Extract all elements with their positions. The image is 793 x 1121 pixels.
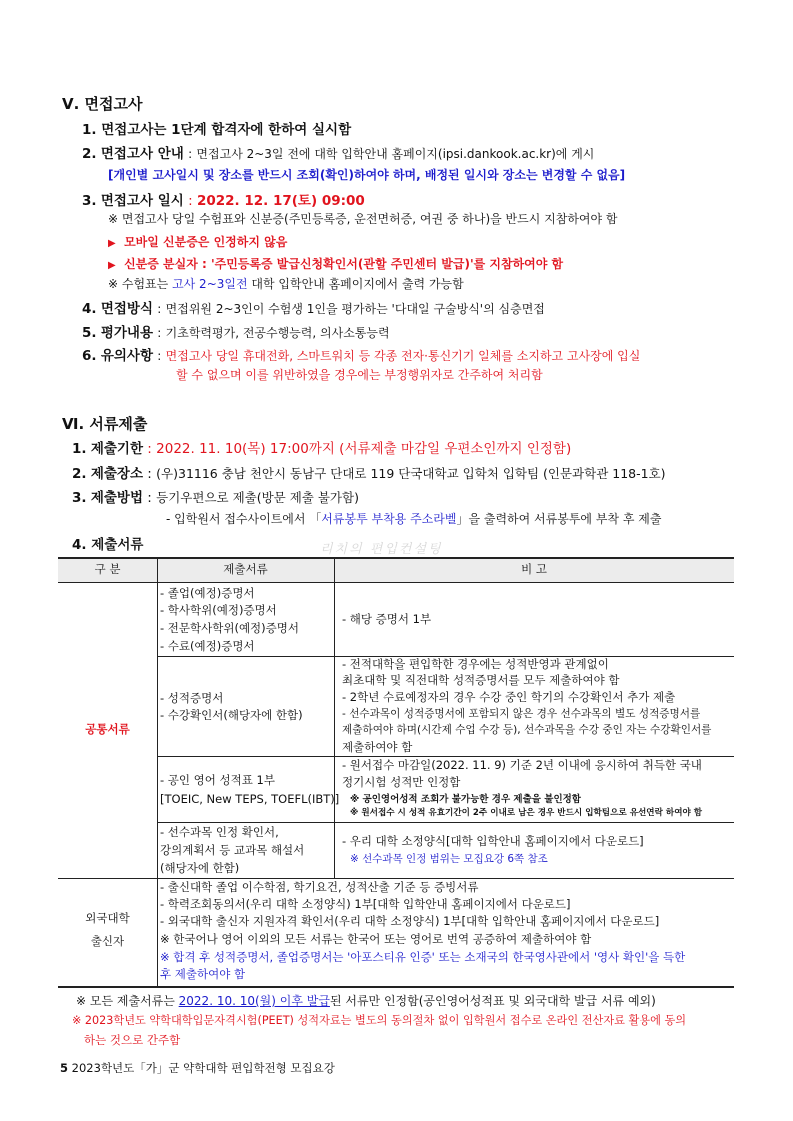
r2-doc: - 수강확인서(해당자에 한함) <box>160 708 303 722</box>
note-highlight: 2022. 10. 10(월) 이후 발급 <box>178 994 330 1008</box>
s5-item3-note2 <box>108 233 287 250</box>
item-label: 제출장소 <box>90 466 143 482</box>
r4-blue-note: ※ 선수과목 인정 범위는 모집요강 6쪽 참조 <box>350 853 548 865</box>
r4-doc: (해당자에 한함) <box>160 861 240 875</box>
item-colon: : <box>157 302 162 316</box>
table-header-documents: 제출서류 <box>223 562 268 576</box>
item-number: 2. <box>82 146 97 162</box>
item-text: (우)31116 충남 천안시 동남구 단대로 119 단국대학교 입학처 입학팀 (인문과학관 118-1호) <box>156 466 666 481</box>
group-common: 공통서류 <box>85 722 130 736</box>
item-colon: : <box>188 147 193 161</box>
s5-item3 <box>82 189 365 209</box>
note-text: 신분증 분실자 : '주민등록증 발급신청확인서(관할 주민센터 발급)'를 지참하여야 함 <box>124 257 564 271</box>
sub-text: 」을 출력하여 서류봉투에 부착 후 제출 <box>456 512 662 526</box>
item-label: 제출방법 <box>90 490 143 506</box>
item-colon: : <box>147 466 152 482</box>
note-peet: ※ 2023학년도 약학대학입문자격시험(PEET) 성적자료는 별도의 동의절차 없이 입학원서 접수로 온라인 전산자료 활용에 동의 <box>72 1014 687 1027</box>
r2-note: 최초대학 및 직전대학 성적증명서를 모두 제출하여야 함 <box>342 673 620 687</box>
item-colon: : <box>188 193 193 209</box>
r3-bold-note: ※ 원서접수 시 성적 유효기간이 2주 이내로 남은 경우 반드시 입학팀으로 유선연락 하여야 함 <box>350 808 703 818</box>
s5-item3-note1: ※ 면접고사 당일 수험표와 신분증(주민등록증, 운전면허증, 여권 중 하나)을 반드시 지참하여야 함 <box>108 212 618 226</box>
s6-item3 <box>72 486 359 506</box>
r2-note: - 2학년 수료예정자의 경우 수강 중인 학기의 수강확인서 추가 제출 <box>342 690 676 704</box>
note-issue-date <box>76 992 656 1009</box>
item-label: 면접방식 <box>100 301 153 317</box>
s5-item6-cont: 할 수 없으며 이를 위반하였을 경우에는 부정행위자로 간주하여 처리함 <box>176 368 543 382</box>
item-number: 6. <box>82 348 97 364</box>
r1-doc: - 수료(예정)증명서 <box>160 639 255 653</box>
table-header-remarks: 비 고 <box>521 562 547 576</box>
r1-doc: - 전문학사학위(예정)증명서 <box>160 621 299 635</box>
s6-item4 <box>72 533 143 553</box>
item-text: 면접고사 당일 휴대전화, 스마트워치 등 각종 전자·통신기기 일체를 소지하고 고사장에 입실 <box>165 349 641 363</box>
s6-item3-sub <box>166 510 661 527</box>
item-number: 1. <box>72 441 87 457</box>
item-label: 면접고사 안내 <box>100 146 184 162</box>
note-text: 된 서류만 인정함(공인영어성적표 및 외국대학 발급 서류 예외) <box>329 994 656 1008</box>
r2-note: 제출하여야 함 <box>342 740 413 754</box>
label-highlight: 서류봉투 부착용 주소라벨 <box>321 512 457 526</box>
r5-line: ※ 한국어나 영어 이외의 모든 서류는 한국어 또는 영어로 번역 공증하여 제출하여야 함 <box>160 932 592 946</box>
s6-item2 <box>72 462 666 482</box>
r2-doc: - 성적증명서 <box>160 691 224 705</box>
s5-item2 <box>82 142 594 162</box>
s5-item6 <box>82 344 640 364</box>
item-text: 면접고사 2~3일 전에 대학 입학안내 홈페이지(ipsi.dankook.ac.kr)에 게시 <box>196 147 595 161</box>
item-text: 2022. 11. 10(목) 17:00까지 (서류제출 마감일 우편소인까지 인정함) <box>156 441 572 457</box>
s5-item5 <box>82 321 390 341</box>
page-number: 5 <box>60 1061 69 1075</box>
s5-item4 <box>82 297 545 317</box>
footer-text: 2023학년도「가」군 약학대학 편입학전형 모집요강 <box>71 1061 335 1075</box>
table-border <box>58 582 734 583</box>
r5-line: - 학력조회동의서(우리 대학 소정양식) 1부[대학 입학안내 홈페이지에서 다운로드] <box>160 897 571 911</box>
r2-note: 제출하여야 하며(시간제 수업 수강 등), 선수과목을 수강 중인 자는 수강확인서를 <box>342 724 712 736</box>
item-label: 제출기한 <box>90 441 143 457</box>
group-foreign-b: 출신자 <box>90 934 125 948</box>
r5-line: - 출신대학 졸업 이수학점, 학기요건, 성적산출 기준 등 증빙서류 <box>160 880 479 894</box>
section5-title: Ⅴ. 면접고사 <box>62 95 143 113</box>
table-border <box>157 822 734 823</box>
r1-doc: - 졸업(예정)증명서 <box>160 586 255 600</box>
s5-item3-note4 <box>108 275 464 292</box>
r2-note: - 선수과목이 성적증명서에 포함되지 않은 경우 선수과목의 별도 성적증명서를 <box>342 708 701 720</box>
item-text: 기초학력평가, 전공수행능력, 의사소통능력 <box>165 326 390 340</box>
r3-doc: [TOEIC, New TEPS, TOEFL(IBT)] <box>160 792 340 806</box>
table-border <box>157 558 158 987</box>
table-header-category: 구 분 <box>94 562 121 576</box>
triangle-bullet-icon: ▶ <box>108 238 116 249</box>
item-number: 2. <box>72 466 87 482</box>
item-text: 면접고사는 1단계 합격자에 한하여 실시함 <box>101 122 352 138</box>
sub-text: - 입학원서 접수사이트에서 「 <box>166 512 322 526</box>
watermark-line1: 리치의 편입컨설팅 <box>320 542 443 557</box>
s5-item2-note: [개인별 고사일시 및 장소를 반드시 조회(확인)하여야 하며, 배정된 일시와 장소는 변경할 수 없음] <box>108 168 626 182</box>
s5-item3-note3 <box>108 255 563 272</box>
item-label: 평가내용 <box>100 325 153 341</box>
r5-blue-line: ※ 합격 후 성적증명서, 졸업증명서는 '아포스티유 인증' 또는 소재국의 한국영사관에서 '영사 확인'을 득한 <box>160 950 686 964</box>
page-footer <box>60 1060 335 1076</box>
s6-item1 <box>72 437 571 457</box>
item-number: 4. <box>72 537 87 553</box>
table-border <box>58 557 734 559</box>
r4-note: - 우리 대학 소정양식[대학 입학안내 홈페이지에서 다운로드] <box>342 834 644 848</box>
note-text: ※ 모든 제출서류는 <box>76 994 179 1008</box>
r4-doc: 강의계획서 등 교과목 해설서 <box>160 843 305 857</box>
table-border <box>58 986 734 988</box>
item-text: 등기우편으로 제출(방문 제출 불가함) <box>156 490 359 505</box>
r5-line: - 외국대학 출신자 지원자격 확인서(우리 대학 소정양식) 1부[대학 입학안내 홈페이지에서 다운로드] <box>160 914 660 928</box>
group-foreign-a: 외국대학 <box>85 911 130 925</box>
r3-note: - 원서접수 마감일(2022. 11. 9) 기준 2년 이내에 응시하여 취득한 국내 <box>342 758 702 772</box>
note-text: 대학 입학안내 홈페이지에서 출력 가능함 <box>247 277 464 291</box>
item-colon: : <box>147 441 152 457</box>
r4-doc: - 선수과목 인정 확인서, <box>160 825 279 839</box>
item-text: 면접위원 2~3인이 수험생 1인을 평가하는 '다대일 구술방식'의 심층면접 <box>165 302 545 316</box>
item-label: 면접고사 일시 <box>100 193 184 209</box>
interview-date: 2022. 12. 17(토) 09:00 <box>196 193 365 209</box>
item-number: 3. <box>72 490 87 506</box>
item-colon: : <box>157 326 162 340</box>
s5-item1 <box>82 118 351 138</box>
item-label: 유의사항 <box>100 348 153 364</box>
section6-title: Ⅵ. 서류제출 <box>62 415 148 433</box>
r2-note: - 전적대학을 편입학한 경우에는 성적반영과 관계없이 <box>342 657 609 671</box>
triangle-bullet-icon: ▶ <box>108 260 116 271</box>
note-text: ※ 수험표는 <box>108 277 173 291</box>
table-border <box>334 558 335 878</box>
note-text: 모바일 신분증은 인정하지 않음 <box>124 235 288 249</box>
r3-note: 정기시험 성적만 인정함 <box>342 775 461 789</box>
item-colon: : <box>157 349 162 363</box>
r3-doc: - 공인 영어 성적표 1부 <box>160 773 275 787</box>
item-number: 4. <box>82 301 97 317</box>
r3-bold-note: ※ 공인영어성적 조회가 불가능한 경우 제출을 불인정함 <box>350 794 581 805</box>
r1-doc: - 학사학위(예정)증명서 <box>160 603 277 617</box>
note-highlight: 고사 2~3일전 <box>172 277 248 291</box>
item-label: 제출서류 <box>91 537 144 553</box>
item-number: 5. <box>82 325 97 341</box>
note-peet-cont: 하는 것으로 간주함 <box>84 1033 181 1047</box>
item-number: 1. <box>82 122 97 138</box>
r1-note: - 해당 증명서 1부 <box>342 612 432 626</box>
item-colon: : <box>147 490 152 506</box>
r5-blue-line: 후 제출하여야 함 <box>160 967 246 981</box>
item-number: 3. <box>82 193 97 209</box>
